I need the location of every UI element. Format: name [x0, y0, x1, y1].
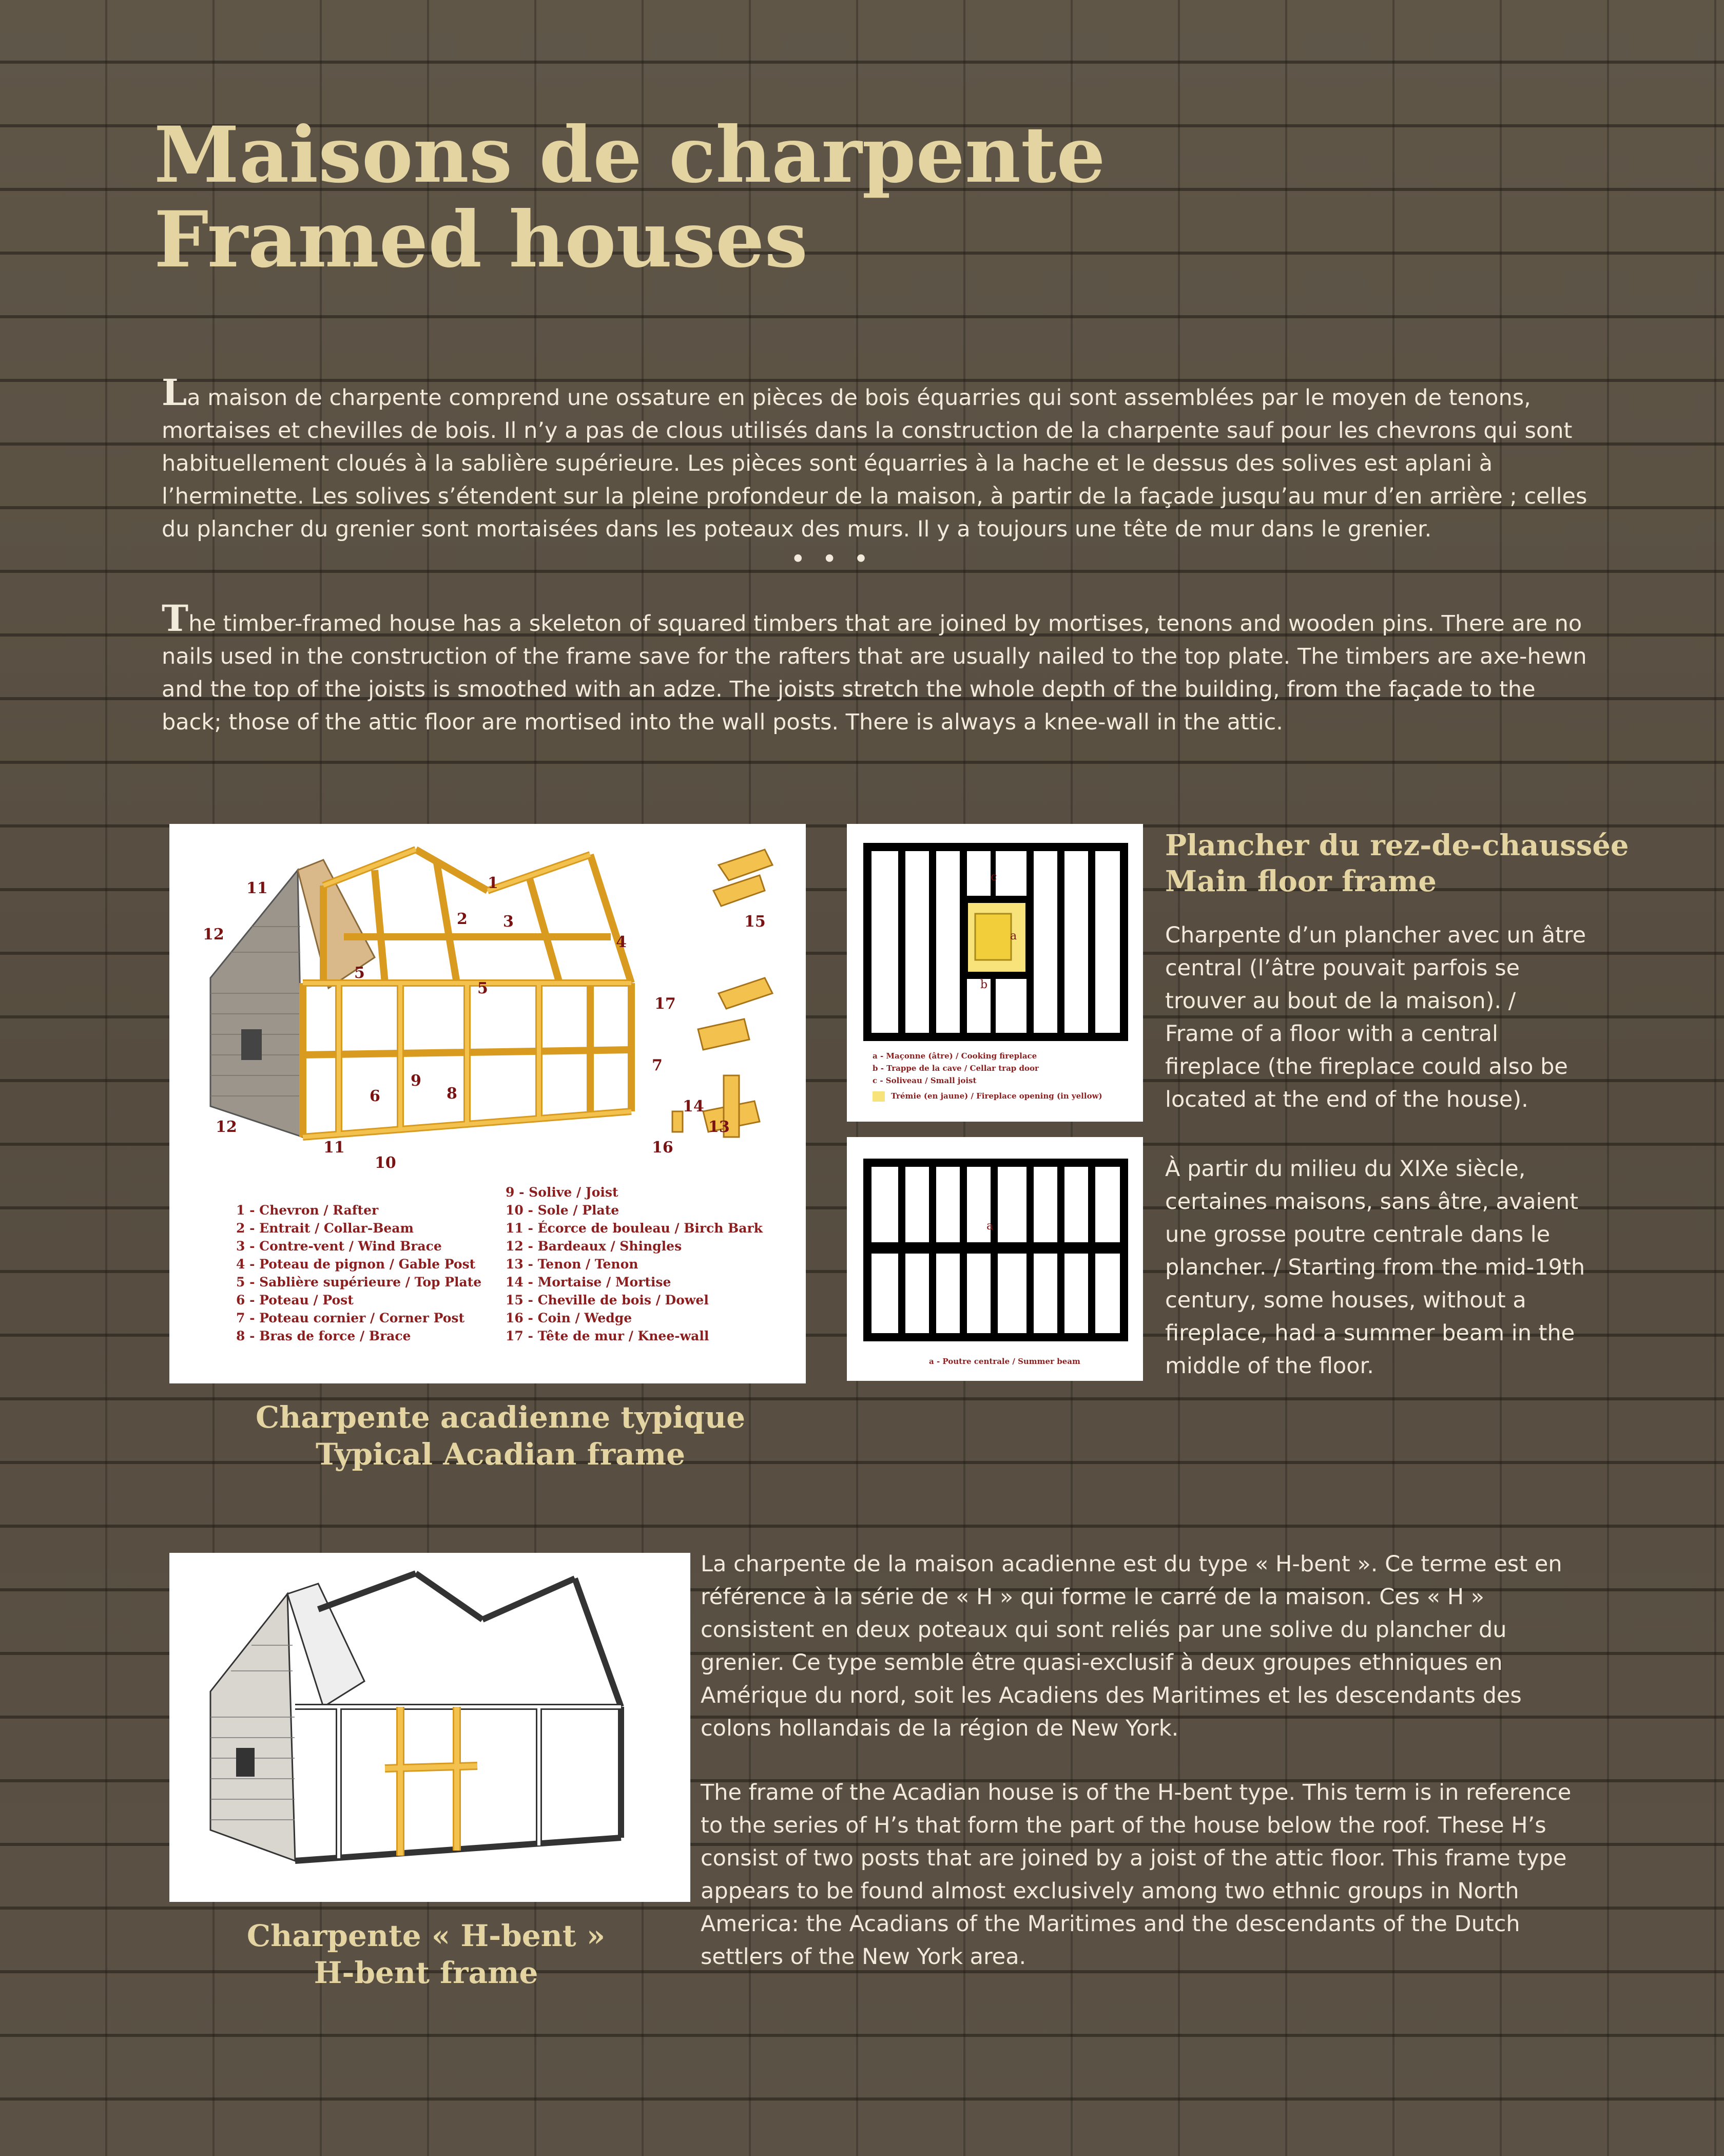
drop-cap-t: T: [162, 597, 189, 640]
legend-item: 1 - Chevron / Rafter: [236, 1203, 379, 1218]
legend-item: 14 - Mortaise / Mortise: [506, 1275, 671, 1289]
callout-5a: 5: [354, 964, 365, 982]
plan1-label-c: c: [991, 871, 997, 883]
frame-legend-left: [236, 1201, 481, 1345]
legend-item: 12 - Bardeaux / Shingles: [506, 1239, 682, 1254]
legend-item: a - Maçonne (âtre) / Cooking fireplace: [873, 1051, 1037, 1061]
title-english: Framed houses: [154, 195, 808, 285]
hbent-caption: [221, 1917, 631, 1991]
hbent-panel: [169, 1553, 690, 1902]
plan2-label-a: a: [986, 1220, 994, 1233]
intro-english: [162, 597, 1599, 739]
callout-15: 15: [744, 913, 766, 931]
plan1-label-a: a: [1010, 930, 1017, 942]
callout-4: 4: [616, 933, 627, 951]
hbent-frame-illustration: [169, 1553, 690, 1902]
legend-item: 4 - Poteau de pignon / Gable Post: [236, 1257, 476, 1272]
plan1-legend: [873, 1050, 1102, 1102]
legend-item: 17 - Tête de mur / Knee-wall: [506, 1329, 709, 1343]
callout-13: 13: [708, 1118, 730, 1136]
heading-english: Main floor frame: [1165, 864, 1437, 898]
floor-plan-text-1: Charpente d’un plancher avec un âtre central (l’âtre pouvait parfois se trouver au bout de la maison). / Frame of a floor with a central fireplace (the fireplace could also be located at the end of the house).: [1165, 922, 1586, 1112]
separator: • • •: [790, 544, 873, 574]
floor-plan-fireplace: [847, 824, 1143, 1122]
title-french: Maisons de charpente: [154, 110, 1106, 200]
legend-item: b - Trappe de la cave / Cellar trap door: [873, 1064, 1039, 1073]
callout-5b: 5: [477, 979, 488, 997]
callout-11a: 11: [246, 879, 268, 897]
legend-item: 3 - Contre-vent / Wind Brace: [236, 1239, 442, 1254]
callout-7: 7: [652, 1056, 663, 1074]
floor-plan-fireplace-diagram: [847, 824, 1143, 1045]
drop-cap-l: L: [162, 371, 187, 414]
floor-plan-heading: [1165, 827, 1678, 899]
plan1-label-b: b: [980, 978, 988, 991]
callout-11b: 11: [323, 1139, 345, 1157]
floor-plan-summer-beam-diagram: [847, 1137, 1143, 1353]
legend-item-text: Trémie (en jaune) / Fireplace opening (in yellow): [891, 1091, 1102, 1101]
callout-1: 1: [488, 874, 498, 892]
legend-item: [873, 1090, 1102, 1102]
callout-17: 17: [654, 995, 676, 1013]
legend-item: 11 - Écorce de bouleau / Birch Bark: [506, 1221, 763, 1236]
plan2-legend: a - Poutre centrale / Summer beam: [929, 1357, 1080, 1366]
caption-english: H-bent frame: [314, 1955, 538, 1990]
hbent-text-english: The frame of the Acadian house is of the H-bent type. This term is in reference to the series of H’s that form the part of the house below the roof. These H’s consist of two posts that are joined by a joist of the attic floor. This frame type appears to be found almost exclusively among two ethnic groups in North America: the Acadians of the Maritimes and the descendants of the Dutch settlers of the New York area.: [701, 1780, 1572, 1970]
acadian-frame-caption: [231, 1399, 770, 1473]
hbent-text-french: La charpente de la maison acadienne est du type « H-bent ». Ce terme est en référence à la série de « H » qui forme le carré de la maison. Ces « H » consistent en deux poteaux qui sont reliés par une solive du plancher du grenier. Ce type semble être quasi-exclusif à deux groupes ethniques en Amérique du nord, soit les Acadiens des Maritimes et les descendants des colons hollandais de la région de New York.: [701, 1551, 1562, 1741]
acadian-frame-illustration: [169, 824, 806, 1183]
caption-french: Charpente acadienne typique: [255, 1400, 746, 1435]
callout-3: 3: [503, 913, 514, 931]
acadian-frame-panel: [169, 824, 806, 1383]
legend-item: 6 - Poteau / Post: [236, 1293, 354, 1307]
intro-french-text: a maison de charpente comprend une ossature en pièces de bois équarries qui sont assemblées par le moyen de tenons, mortaises et chevilles de bois. Il n’y a pas de clous utilisés dans la construction de la charpente sauf pour les chevrons qui sont habituellement cloués à la sablière supérieure. Les pièces sont équarries à la hache et le dessus des solives est aplani à l’herminette. Les solives s’étendent sur la pleine profondeur de la maison, à partir de la façade jusqu’au mur d’en arrière ; celles du plancher du grenier sont mortaisées dans les poteaux des murs. Il y a toujours une tête de mur dans le grenier.: [162, 385, 1587, 542]
caption-french: Charpente « H-bent »: [246, 1918, 606, 1953]
callout-2: 2: [457, 910, 468, 928]
callout-10: 10: [375, 1154, 396, 1172]
summer-beam: [867, 1242, 1124, 1254]
callout-12a: 12: [203, 926, 224, 944]
legend-item: 15 - Cheville de bois / Dowel: [506, 1293, 709, 1307]
callout-9: 9: [411, 1072, 421, 1090]
legend-item: 2 - Entrait / Collar-Beam: [236, 1221, 414, 1236]
caption-english: Typical Acadian frame: [316, 1437, 685, 1472]
floor-plan-summer-beam: [847, 1137, 1143, 1381]
legend-item: 16 - Coin / Wedge: [506, 1311, 632, 1325]
callout-6: 6: [370, 1087, 380, 1105]
frame-legend-right: [506, 1183, 763, 1345]
gable-window: [236, 1748, 255, 1777]
legend-item: 5 - Sablière supérieure / Top Plate: [236, 1275, 482, 1289]
intro-french: [162, 371, 1599, 546]
gable-window: [241, 1029, 262, 1060]
legend-item: 13 - Tenon / Tenon: [506, 1257, 638, 1272]
floor-plan-text-2: À partir du milieu du XIXe siècle, certaines maisons, sans âtre, avaient une grosse poutre centrale dans le plancher. / Starting from the mid-19th century, some houses, without a fireplace, had a summer beam in the middle of the floor.: [1165, 1156, 1585, 1379]
callout-12b: 12: [216, 1118, 237, 1136]
legend-item: 7 - Poteau cornier / Corner Post: [236, 1311, 464, 1325]
legend-item: 9 - Solive / Joist: [506, 1185, 618, 1200]
callout-14: 14: [683, 1098, 704, 1115]
heading-french: Plancher du rez-de-chaussée: [1165, 829, 1629, 862]
page-title: [154, 110, 1283, 285]
yellow-swatch: [873, 1091, 885, 1102]
callout-16: 16: [652, 1139, 673, 1157]
legend-item: c - Soliveau / Small joist: [873, 1076, 977, 1085]
callout-8: 8: [447, 1085, 457, 1103]
intro-english-text: he timber-framed house has a skeleton of squared timbers that are joined by mortises, tenons and wooden pins. There are no nails used in the construction of the frame save for the rafters that are usually nailed to the top plate. The timbers are axe-hewn and the top of the joists is smoothed with an adze. The joists stretch the whole depth of the building, from the façade to the back; those of the attic floor are mortised into the wall posts. There is always a knee-wall in the attic.: [162, 611, 1587, 735]
legend-item: 10 - Sole / Plate: [506, 1203, 619, 1218]
legend-item: 8 - Bras de force / Brace: [236, 1329, 411, 1343]
joint-detail-1: [719, 850, 772, 880]
